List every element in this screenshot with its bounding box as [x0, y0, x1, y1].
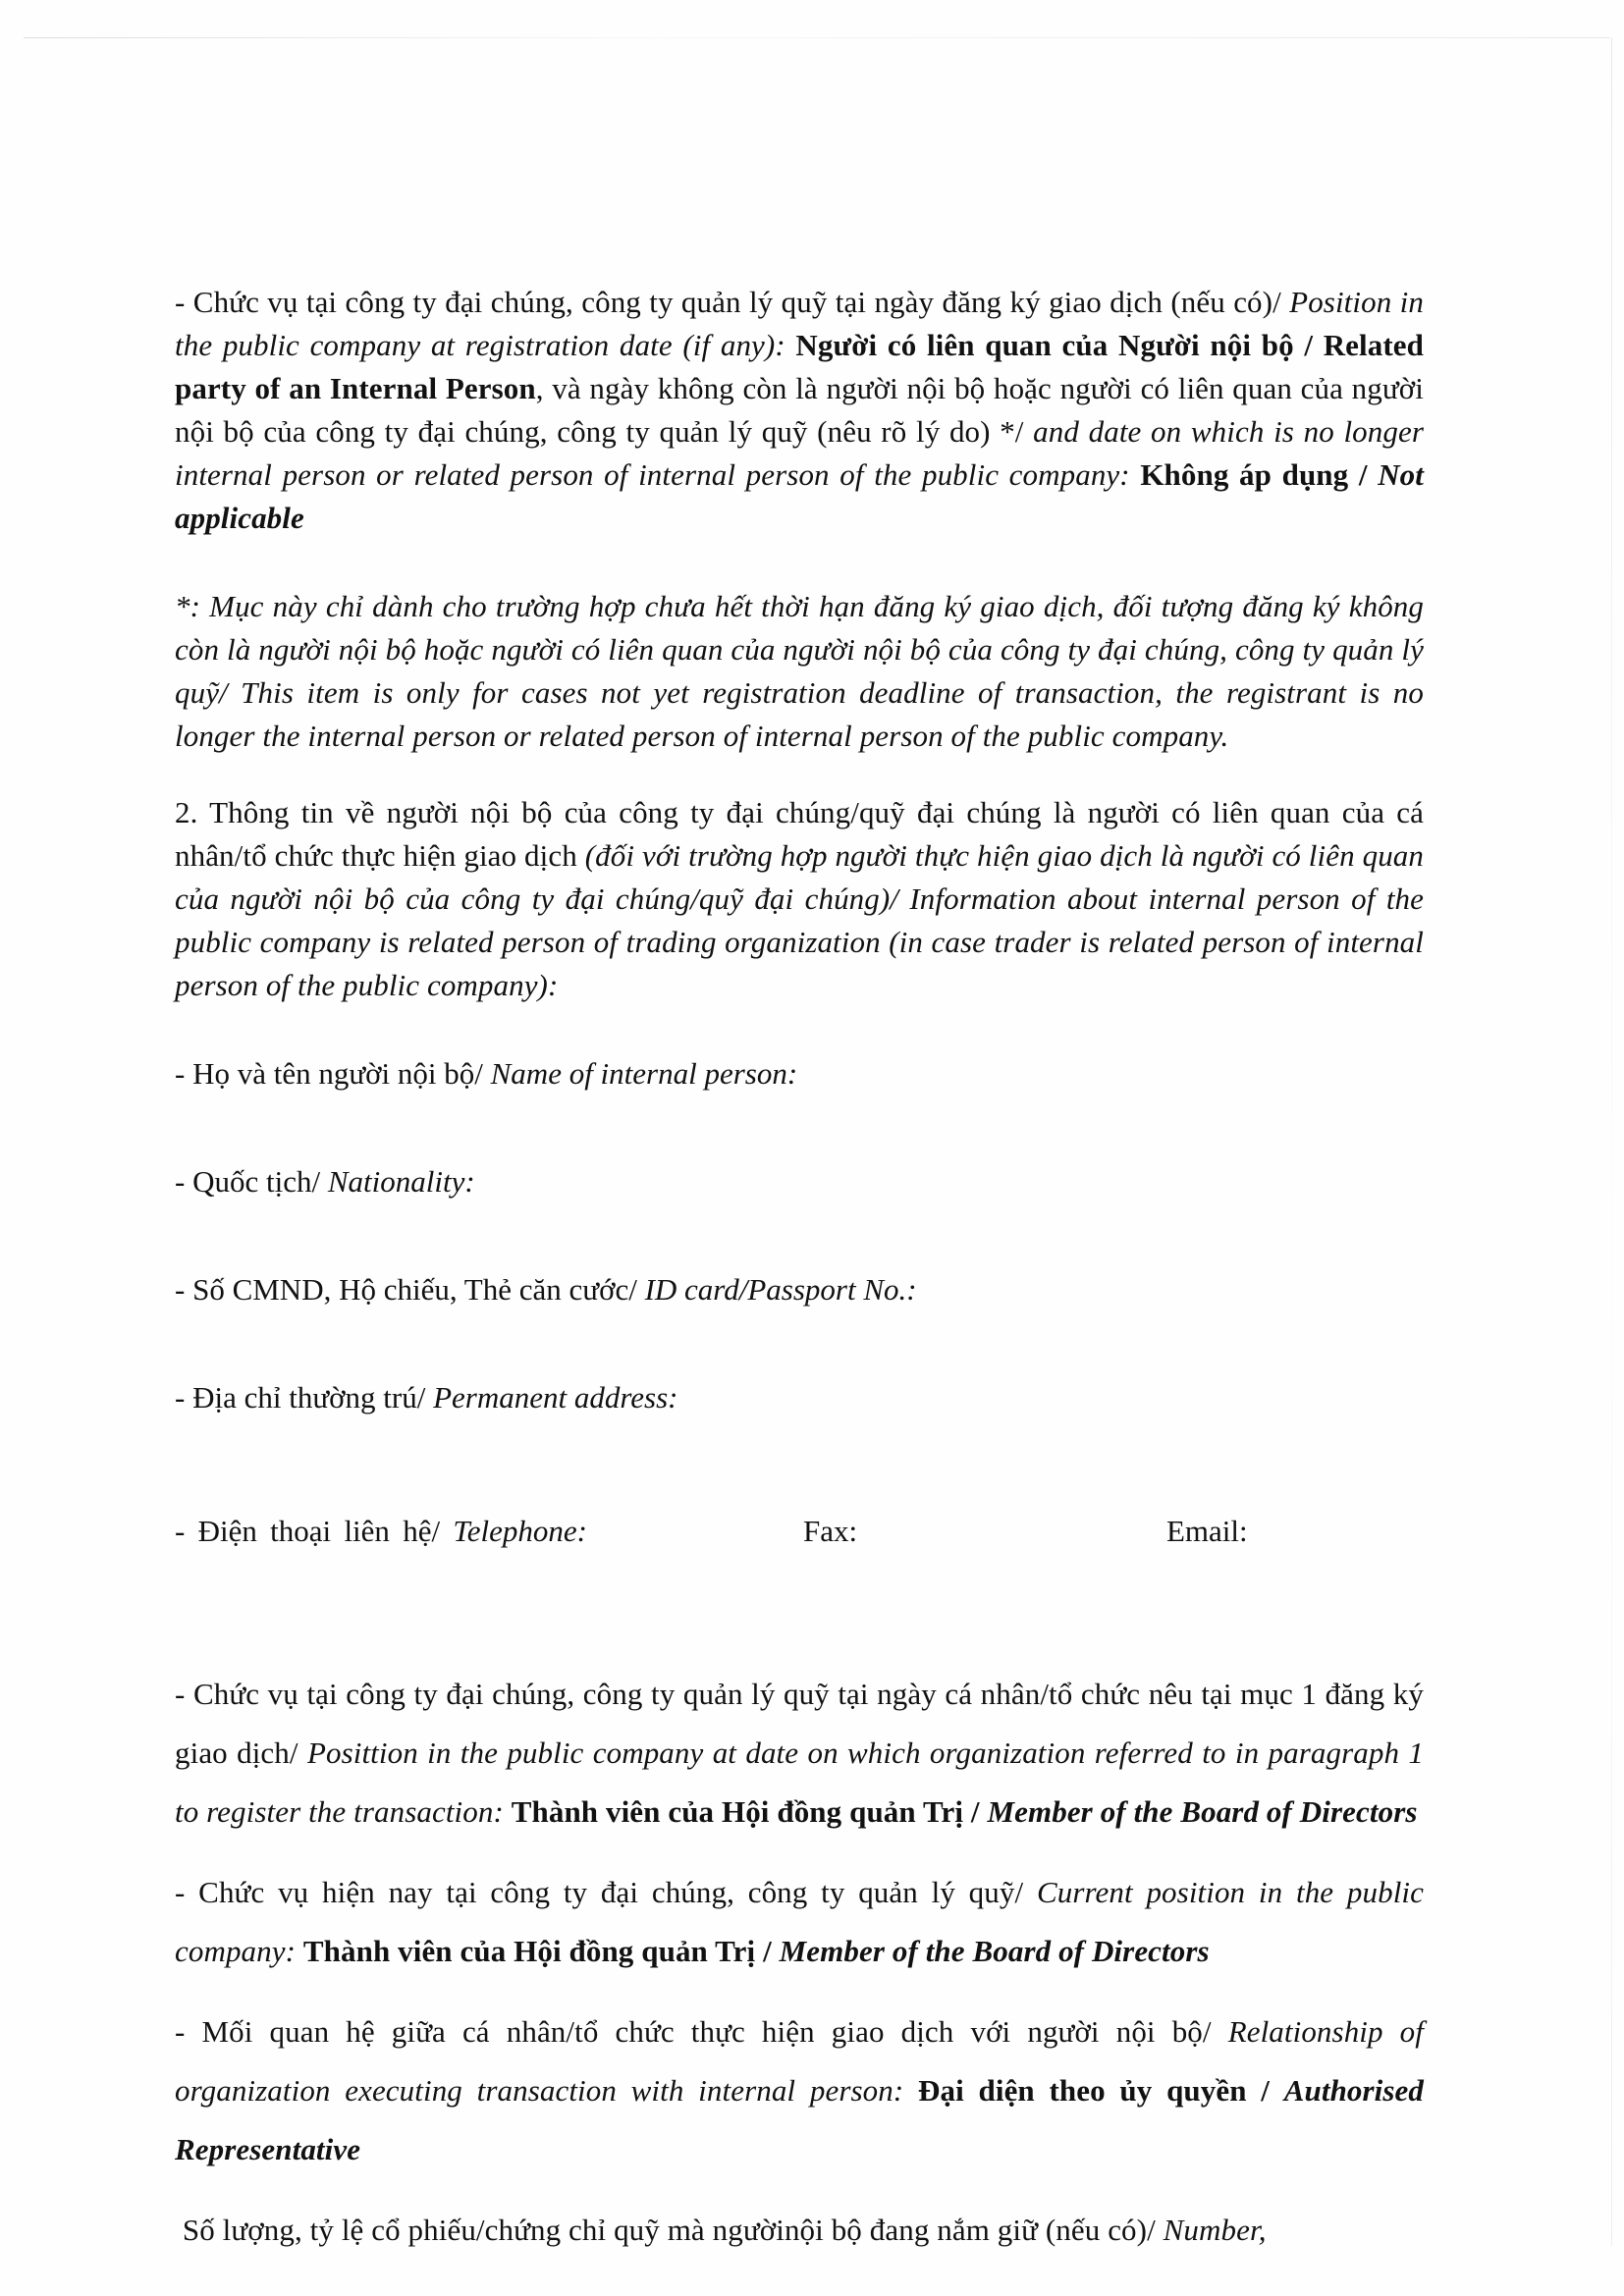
b1-text-vn-2: , và ngày không còn là người nội bộ hoặc người có liên quan của người nội bộ của công ty đại chúng, công ty quản lý quỹ (nêu rõ lý do) */ [175, 371, 1424, 449]
spacer [175, 1643, 1424, 1665]
b6-text-vn: - Mối quan hệ giữa cá nhân/tổ chức thực hiện giao dịch với người nội bộ/ [175, 2014, 1228, 2049]
b1-answer-not-applicable-vn: Không áp dụng / [1140, 457, 1379, 492]
field-nationality [175, 1160, 1424, 1203]
field-label-en: Telephone: [453, 1514, 587, 1548]
field-label-vn: - Điện thoại liên hệ/ [175, 1514, 454, 1548]
b5-text-vn: - Chức vụ hiện nay tại công ty đại chúng, công ty quản lý quỹ/ [175, 1875, 1037, 1909]
b1-answer-not-applicable-en: Not applicable [175, 457, 1424, 535]
b6-answer-en: Authorised Representative [175, 2073, 1425, 2166]
section-2-text-en: (đối với trường hợp người thực hiện giao dịch là người có liên quan của người nội bộ của công ty đại chúng/quỹ đại chúng)/ Information about internal person of the public company is related person of trading organization (in case trader is related person of internal person of the public company): [175, 838, 1424, 1002]
b4-answer-en: Member of the Board of Directors [987, 1794, 1418, 1829]
spacer [175, 1981, 1424, 2002]
field-permanent-address [175, 1376, 1424, 1419]
spacer [175, 2179, 1424, 2201]
field-label-vn: - Địa chỉ thường trú/ [175, 1380, 434, 1415]
b4-text-vn: - Chức vụ tại công ty đại chúng, công ty quản lý quỹ tại ngày cá nhân/tổ chức nêu tại mục 1 đăng ký giao dịch/ [175, 1677, 1424, 1770]
field-label-en: Nationality: [327, 1164, 475, 1199]
field-name-of-internal-person [175, 1052, 1424, 1095]
scan-edge-right [1611, 37, 1612, 2246]
scan-edge-top [24, 37, 1610, 38]
field-label-en: Permanent address: [433, 1380, 678, 1415]
field-label-en: Name of internal person: [490, 1056, 798, 1091]
b6-text-en: Relationship of organization executing transaction with internal person: [175, 2014, 1424, 2108]
b4-answer-vn: Thành viên của Hội đồng quản Trị / [511, 1794, 988, 1829]
b1-answer-related-party: Người có liên quan của Người nội bộ / Related party of an Internal Person [175, 328, 1424, 405]
spacer [175, 1095, 1424, 1160]
spacer [175, 1203, 1424, 1268]
paragraph-current-position [175, 1863, 1424, 1981]
footnote-asterisk-marker: *: [175, 589, 210, 623]
paragraph-position-registration-date [175, 281, 1424, 540]
spacer [175, 758, 1424, 791]
b6-answer-vn: Đại diện theo ủy quyền / [918, 2073, 1284, 2108]
spacer [175, 1842, 1424, 1863]
spacer [175, 1419, 1424, 1510]
paragraph-section-2-heading [175, 791, 1424, 1007]
section-2-text-vn: 2. Thông tin về người nội bộ của công ty đại chúng/quỹ đại chúng là người có liên quan của cá nhân/tổ chức thực hiện giao dịch [175, 795, 1424, 873]
b7-text-vn: Số lượng, tỷ lệ cổ phiếu/chứng chỉ quỹ mà ngườinội bộ đang nắm giữ (nếu có)/ [182, 2213, 1164, 2247]
field-telephone [175, 1510, 587, 1553]
b5-answer-en: Member of the Board of Directors [779, 1934, 1210, 1968]
document-body [175, 281, 1424, 2260]
b5-answer-vn: Thành viên của Hội đồng quản Trị / [302, 1934, 780, 1968]
field-email-label: Email: [1166, 1514, 1248, 1548]
field-label-vn: - Họ và tên người nội bộ/ [175, 1056, 491, 1091]
spacer [175, 540, 1424, 585]
paragraph-position-at-registration-paragraph-1 [175, 1665, 1424, 1842]
field-label-en: ID card/Passport No.: [644, 1272, 917, 1307]
field-label-vn: - Quốc tịch/ [175, 1164, 328, 1199]
field-fax-label: Fax: [803, 1514, 858, 1548]
b1-text-vn: - Chức vụ tại công ty đại chúng, công ty quản lý quỹ tại ngày đăng ký giao dịch (nếu có)/ [175, 285, 1290, 319]
b1-text-en: Position in the public company at registration date (if any): [175, 285, 1424, 362]
b1-text-en-2: and date on which is no longer internal person or related person of internal person of the public company: [175, 414, 1424, 492]
spacer [175, 1311, 1424, 1376]
paragraph-number-of-shares-held [175, 2201, 1424, 2260]
footnote-text: Mục này chỉ dành cho trường hợp chưa hết thời hạn đăng ký giao dịch, đối tượng đăng ký không còn là người nội bộ hoặc người có liên quan của người nội bộ của công ty đại chúng, công ty quản lý quỹ/ This item is only for cases not yet registration deadline of transaction, the registrant is no longer the internal person or related person of internal person of the public company. [175, 589, 1424, 753]
field-label-vn: - Số CMND, Hộ chiếu, Thẻ căn cước/ [175, 1272, 645, 1307]
spacer [175, 1007, 1424, 1052]
paragraph-relationship-with-internal-person [175, 2002, 1424, 2179]
field-contact-row [175, 1510, 1424, 1553]
spacer [175, 1553, 1424, 1643]
field-id-card-passport-no [175, 1268, 1424, 1311]
b7-text-en: Number, [1163, 2213, 1267, 2247]
b4-text-en: Posittion in the public company at date on which organization referred to in paragraph 1 to register the transaction: [175, 1735, 1424, 1829]
paragraph-footnote-asterisk [175, 585, 1424, 758]
b5-text-en: Current position in the public company: [175, 1875, 1424, 1968]
